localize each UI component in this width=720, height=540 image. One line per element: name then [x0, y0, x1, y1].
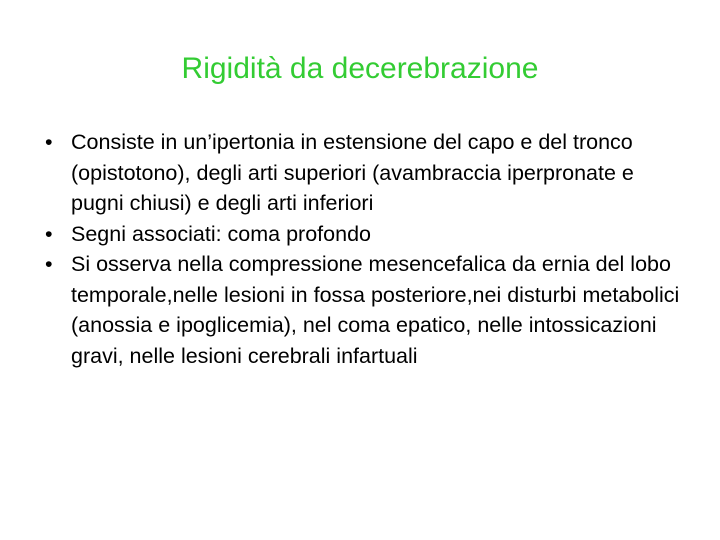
- bullet-text: Consiste in un’ipertonia in estensione del capo e del tronco (opistotono), degli arti superiori (avambraccia iperpronate e pugni chiusi) e degli arti inferiori: [71, 130, 634, 215]
- bullet-text: Segni associati: coma profondo: [71, 221, 371, 246]
- bullet-marker: •: [45, 221, 53, 246]
- bullet-item: [45, 219, 685, 250]
- bullet-marker: •: [45, 252, 53, 276]
- slide-title: Rigidità da decerebrazione: [181, 52, 539, 85]
- bullet-marker: •: [45, 130, 53, 154]
- bullet-text: Si osserva nella compressione mesencefalica da ernia del lobo temporale,nelle lesioni in fossa posteriore,nei disturbi metabolici (anossia e ipoglicemia), nel coma epatico, nelle intossicazioni gravi, nelle lesioni cerebrali infartuali: [71, 252, 680, 368]
- bullet-item: [45, 127, 685, 219]
- bullet-item: [45, 249, 685, 371]
- bullet-list: [45, 127, 685, 371]
